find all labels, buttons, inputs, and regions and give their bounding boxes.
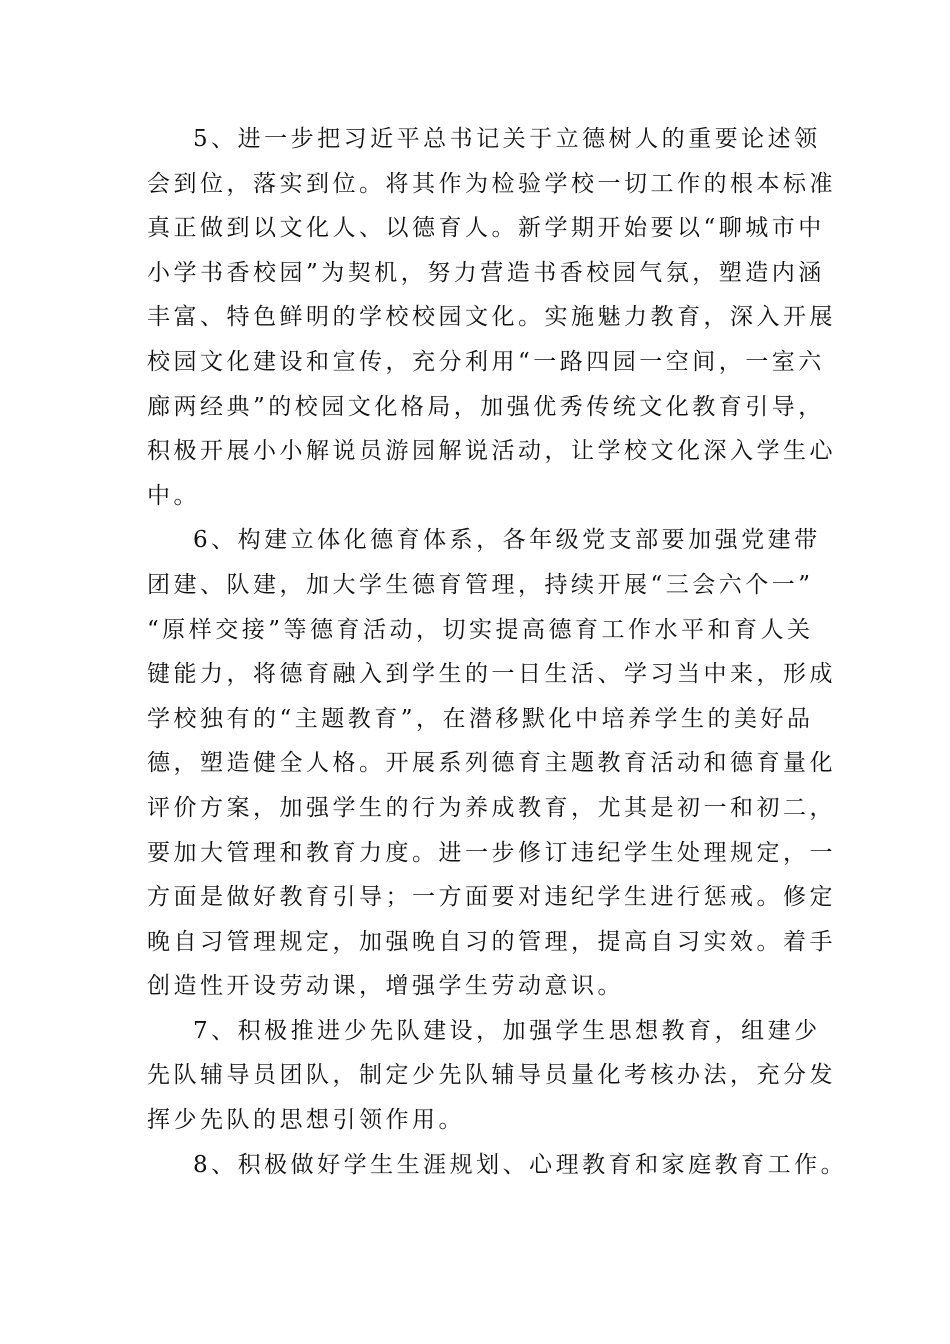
text-line: 要加大管理和教育力度。进一步修订违纪学生处理规定，一 — [147, 839, 836, 866]
text-line: 小学书香校园”为契机，努力营造书香校园气氛，塑造内涵 — [147, 259, 825, 286]
text-line: 评价方案，加强学生的行为养成教育，尤其是初一和初二， — [147, 794, 836, 821]
text-line: 键能力，将德育融入到学生的一日生活、学习当中来，形成 — [147, 661, 836, 688]
paragraph-7 — [147, 1009, 836, 1143]
text-line: 团建、队建，加大学生德育管理，持续开展“三会六个一” — [147, 571, 814, 598]
document-body — [147, 117, 848, 1187]
paragraph-6 — [147, 518, 836, 1009]
text-line: 先队辅导员团队，制定少先队辅导员量化考核办法，充分发 — [147, 1062, 836, 1089]
text-line: 8、积极做好学生生涯规划、心理教育和家庭教育工作。 — [193, 1151, 848, 1178]
text-line: 积极开展小小解说员游园解说活动，让学校文化深入学生心 — [147, 438, 836, 465]
text-line: 校园文化建设和宣传，充分利用“一路四园一空间，一室六 — [147, 348, 825, 375]
text-line: 方面是做好教育引导；一方面要对违纪学生进行惩戒。修定 — [147, 884, 836, 911]
text-line: 7、积极推进少先队建设，加强学生思想教育，组建少 — [193, 1017, 821, 1044]
text-line: 丰富、特色鲜明的学校校园文化。实施魅力教育，深入开展 — [147, 304, 836, 331]
text-line: 5、进一步把习近平总书记关于立德树人的重要论述领 — [193, 126, 821, 152]
text-line: 创造性开设劳动课，增强学生劳动意识。 — [147, 973, 624, 1000]
text-line: 晚自习管理规定，加强晚自习的管理，提高自习实效。着手 — [147, 928, 836, 955]
text-line: “原样交接”等德育活动，切实提高德育工作水平和育人关 — [147, 616, 814, 643]
paragraph-8 — [147, 1143, 848, 1188]
text-line: 6、构建立体化德育体系，各年级党支部要加强党建带 — [193, 527, 821, 554]
text-line: 学校独有的“主题教育”，在潜移默化中培养学生的美好品 — [147, 705, 814, 732]
paragraph-5 — [147, 117, 836, 518]
text-line: 德，塑造健全人格。开展系列德育主题教育活动和德育量化 — [147, 750, 836, 777]
text-line: 会到位，落实到位。将其作为检验学校一切工作的根本标准 — [147, 170, 836, 197]
text-line: 中。 — [147, 482, 200, 509]
text-line: 廊两经典”的校园文化格局，加强优秀传统文化教育引导， — [147, 393, 825, 420]
text-line: 挥少先队的思想引领作用。 — [147, 1107, 465, 1134]
text-line: 真正做到以文化人、以德育人。新学期开始要以“聊城市中 — [147, 215, 825, 242]
